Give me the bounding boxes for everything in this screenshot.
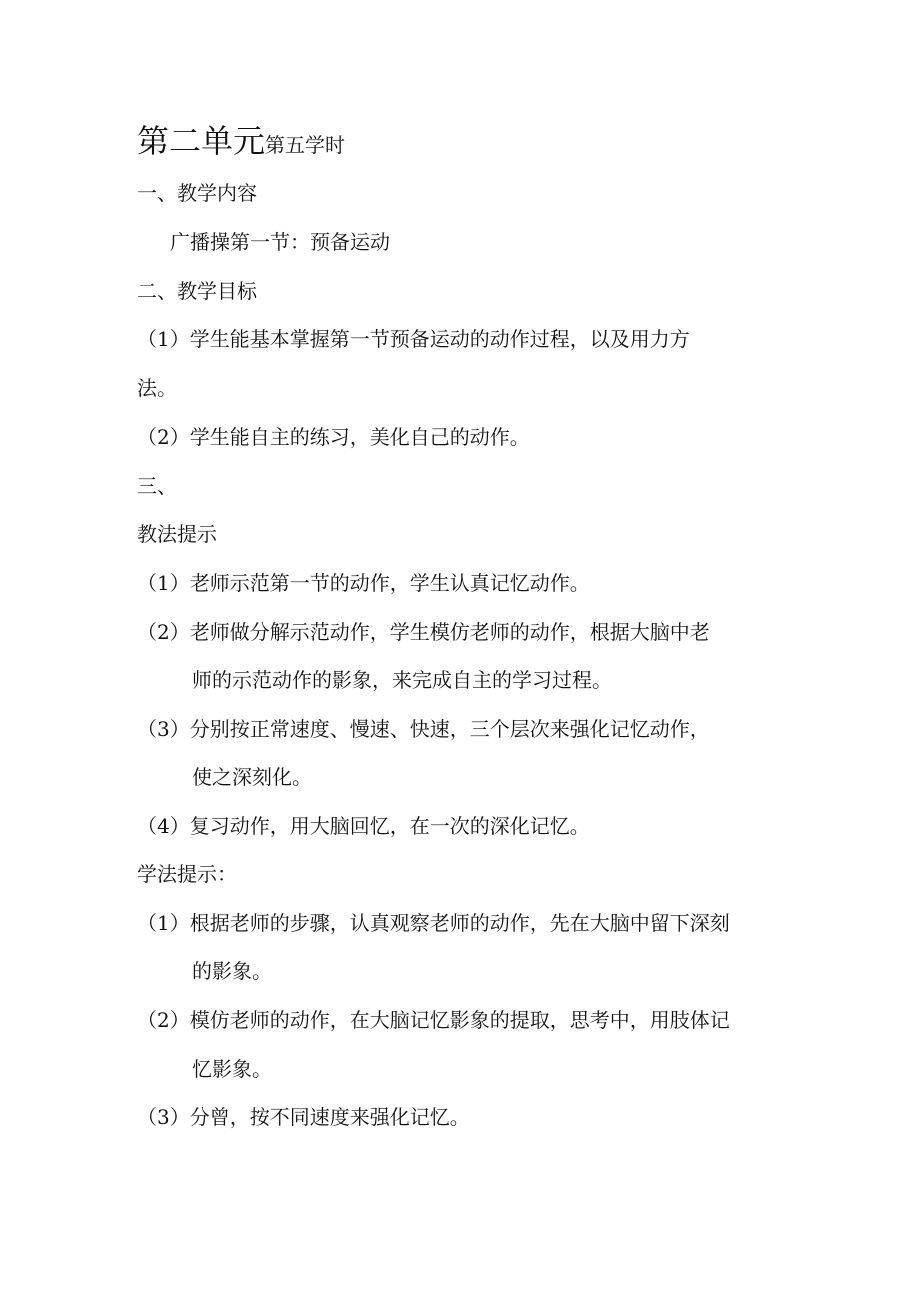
- learn-item-2-line2: 忆影象。: [192, 1057, 272, 1081]
- section-3-heading: 三、: [137, 474, 177, 498]
- goal-1-line2: 法。: [137, 376, 177, 400]
- lesson-subtitle: 第五学时: [265, 133, 346, 157]
- teach-item-2-line1: （2）老师做分解示范动作，学生模仿老师的动作，根据大脑中老: [137, 620, 710, 644]
- teach-item-2-line2: 师的示范动作的影象，来完成自主的学习过程。: [192, 668, 612, 692]
- goal-1-line1: （1）学生能基本掌握第一节预备运动的动作过程，以及用力方: [137, 327, 690, 351]
- teach-item-3-line2: 使之深刻化。: [192, 765, 312, 789]
- goals-heading: 二、教学目标: [137, 279, 257, 303]
- learning-heading: 学法提示：: [137, 862, 237, 886]
- learn-item-3: （3）分曾，按不同速度来强化记忆。: [137, 1105, 470, 1129]
- learn-item-2-line1: （2）模仿老师的动作，在大脑记忆影象的提取，思考中，用肢体记: [137, 1008, 730, 1032]
- content-body: 广播操第一节：预备运动: [170, 230, 390, 254]
- teach-item-4: （4）复习动作，用大脑回忆，在一次的深化记忆。: [137, 814, 590, 838]
- learn-item-1-line2: 的影象。: [192, 959, 272, 983]
- teaching-heading: 教法提示: [137, 522, 217, 546]
- teach-item-1: （1）老师示范第一节的动作，学生认真记忆动作。: [137, 571, 590, 595]
- unit-title: 第二单元: [137, 122, 266, 160]
- goal-2: （2）学生能自主的练习，美化自己的动作。: [137, 425, 530, 449]
- learn-item-1-line1: （1）根据老师的步骤，认真观察老师的动作，先在大脑中留下深刻: [137, 911, 730, 935]
- content-heading: 一、教学内容: [137, 181, 257, 205]
- page-title: [137, 121, 345, 161]
- teach-item-3-line1: （3）分别按正常速度、慢速、快速，三个层次来强化记忆动作，: [137, 717, 710, 741]
